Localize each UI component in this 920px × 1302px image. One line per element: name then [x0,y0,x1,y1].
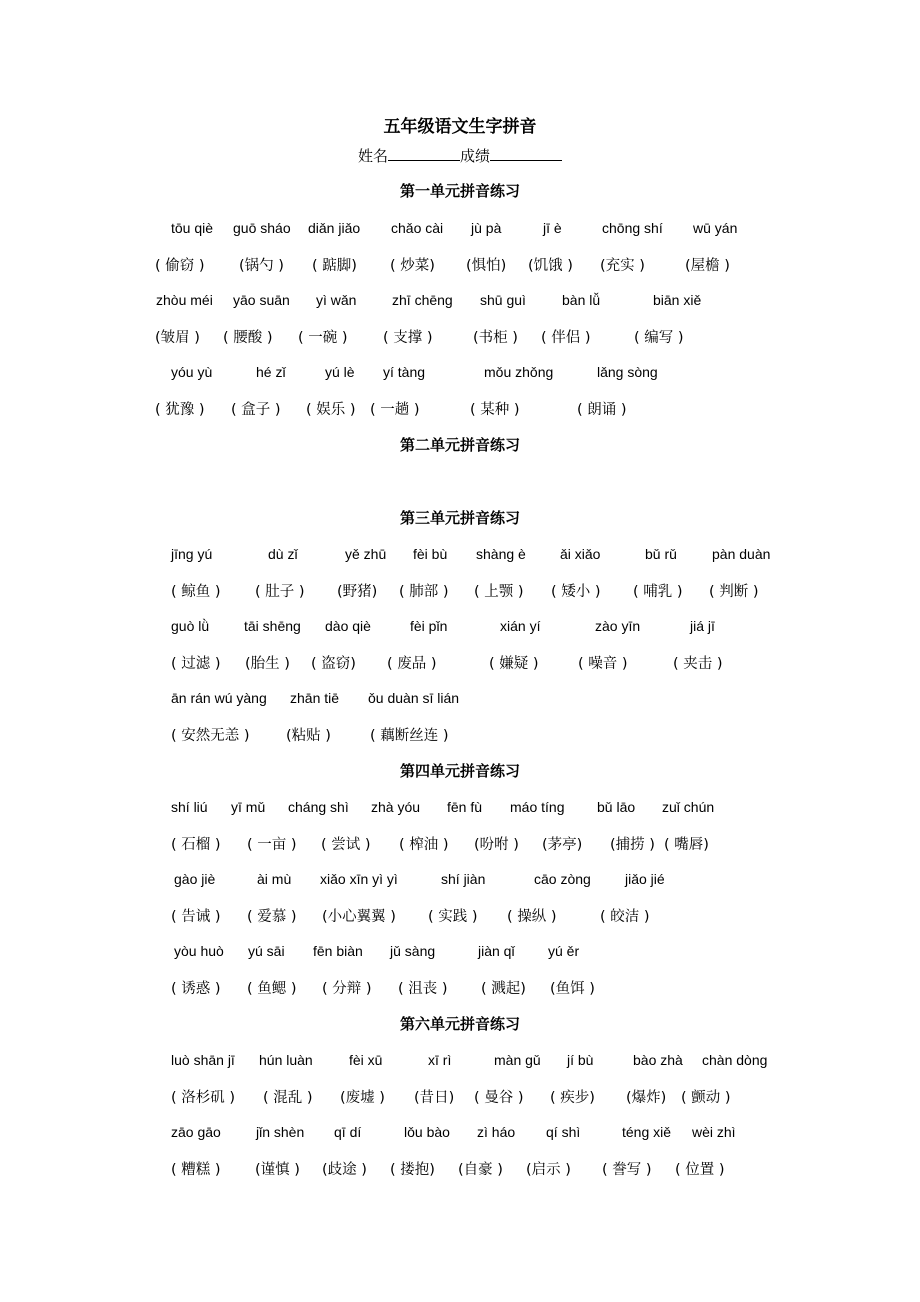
pinyin-item: téng xiě [622,1124,672,1140]
word-item: ( 洛杉矶 ) [171,1090,236,1106]
word-item: (鱼饵 ) [550,981,595,997]
section-heading: 第二单元拼音练习 [399,436,520,454]
word-item: ( 榨油 ) [399,837,449,853]
name-label: 姓名 [357,147,388,165]
pinyin-item: gào jiè [174,871,216,887]
word-item: (锅勺 ) [239,258,284,274]
score-blank[interactable] [490,146,562,161]
section-heading: 第四单元拼音练习 [399,762,520,780]
word-item: (谨慎 ) [255,1162,300,1178]
pinyin-item: fēn biàn [313,943,363,959]
word-item: (自豪 ) [458,1162,503,1178]
pinyin-item: fèi bù [413,546,448,562]
word-item: ( 位置 ) [675,1162,725,1178]
page-title: 五年级语文生字拼音 [383,117,537,137]
pinyin-item: pàn duàn [712,546,771,562]
word-item: ( 实践 ) [428,909,478,925]
pinyin-item: jí bù [567,1052,594,1068]
pinyin-item: biān xiě [653,292,702,308]
word-item: ( 噪音 ) [578,656,628,672]
pinyin-item: yě zhū [345,546,387,562]
pinyin-item: wū yán [693,220,738,236]
pinyin-item: lǒu bào [404,1124,450,1140]
word-item: (捕捞 ) [610,837,655,853]
word-item: ( 盒子 ) [231,402,281,418]
word-item: ( 曼谷 ) [474,1090,524,1106]
word-item: (胎生 ) [245,656,290,672]
pinyin-item: zuǐ chún [662,799,715,815]
word-item: ( 分辩 ) [322,981,372,997]
pinyin-item: xián yí [500,618,541,634]
word-item: ( 搂抱) [390,1162,435,1178]
word-item: (惧怕) [466,258,507,274]
word-item: ( 一趟 ) [370,402,420,418]
pinyin-item: jiàn qǐ [478,943,515,959]
pinyin-item: fēn fù [447,799,483,815]
word-item: ( 嘴唇) [664,837,709,853]
word-item: ( 混乱 ) [263,1090,313,1106]
pinyin-item: guō sháo [233,220,291,236]
word-item: ( 一亩 ) [247,837,297,853]
word-item: ( 沮丧 ) [398,981,448,997]
pinyin-item: zào yīn [595,618,641,634]
pinyin-item: jī è [543,220,562,236]
pinyin-item: qí shì [546,1124,581,1140]
pinyin-item: màn gǔ [494,1052,541,1068]
pinyin-item: bǔ lāo [597,799,636,815]
word-item: ( 支撑 ) [383,330,433,346]
word-item: ( 盗窃) [311,656,356,672]
name-blank[interactable] [388,146,460,161]
word-item: ( 朗诵 ) [577,402,627,418]
pinyin-item: bǔ rǔ [645,546,677,562]
word-item: ( 操纵 ) [507,909,557,925]
word-item: ( 石榴 ) [171,837,221,853]
word-item: ( 颤动 ) [681,1090,731,1106]
pinyin-item: xiǎo xīn yì yì [320,871,398,887]
word-item: ( 溅起) [481,981,526,997]
word-item: ( 肚子 ) [255,584,305,600]
word-item: ( 腰酸 ) [223,330,273,346]
pinyin-item: shí liú [171,799,208,815]
pinyin-item: jù pà [471,220,502,236]
word-item: ( 娱乐 ) [306,402,356,418]
pinyin-item: ān rán wú yàng [171,690,267,706]
word-item: (野猪) [337,584,378,600]
word-item: ( 一碗 ) [298,330,348,346]
section-heading: 第一单元拼音练习 [399,182,520,200]
pinyin-item: tōu qiè [171,220,214,236]
pinyin-item: yú ěr [548,943,580,959]
word-item: ( 犹豫 ) [155,402,205,418]
pinyin-item: fèi pǐn [410,618,448,634]
pinyin-item: luò shān jī [171,1052,235,1068]
word-item: ( 编写 ) [634,330,684,346]
word-item: (屋檐 ) [685,258,730,274]
section-heading: 第六单元拼音练习 [399,1015,520,1033]
word-item: ( 矮小 ) [551,584,601,600]
pinyin-item: dào qiè [325,618,371,634]
pinyin-item: wèi zhì [692,1124,736,1140]
pinyin-item: chàn dòng [702,1052,768,1068]
word-item: (书柜 ) [473,330,518,346]
pinyin-item: shū guì [480,292,526,308]
pinyin-item: yóu yù [171,364,213,380]
pinyin-item: yòu huò [174,943,224,959]
word-item: ( 过滤 ) [171,656,221,672]
word-item: ( 某种 ) [470,402,520,418]
word-item: ( 踮脚) [312,258,357,274]
pinyin-item: diǎn jiǎo [308,220,361,236]
word-item: (粘贴 ) [286,728,331,744]
pinyin-item: shàng è [476,546,526,562]
pinyin-item: cháng shì [288,799,349,815]
pinyin-item: bào zhà [633,1052,683,1068]
pinyin-item: jiá jī [690,618,715,634]
word-item: ( 疾步) [550,1090,595,1106]
word-item: ( 偷窃 ) [155,258,205,274]
word-item: ( 鱼鳃 ) [247,981,297,997]
word-item: (皱眉 ) [155,330,200,346]
pinyin-item: jǔ sàng [390,943,436,959]
name-score-line [0,145,920,166]
word-item: ( 告诫 ) [171,909,221,925]
pinyin-item: fèi xū [349,1052,383,1068]
word-item: ( 尝试 ) [321,837,371,853]
word-item: ( 判断 ) [709,584,759,600]
score-label: 成绩 [460,147,491,165]
pinyin-item: yú lè [325,364,355,380]
pinyin-item: guò lǜ [171,618,210,634]
pinyin-item: tāi shēng [244,618,301,634]
word-item: (小心翼翼 ) [322,909,396,925]
pinyin-item: zì háo [477,1124,516,1140]
pinyin-item: hé zǐ [256,364,286,380]
pinyin-item: yāo suān [233,292,290,308]
word-item: (吩咐 ) [474,837,519,853]
word-item: ( 肺部 ) [399,584,449,600]
pinyin-item: yú sāi [248,943,285,959]
pinyin-item: chōng shí [602,220,663,236]
word-item: (茅亭) [542,837,583,853]
pinyin-item: cāo zòng [534,871,591,887]
pinyin-item: hún luàn [259,1052,313,1068]
word-item: (充实 ) [600,258,645,274]
pinyin-item: zāo gāo [171,1124,221,1140]
word-item: ( 上颚 ) [474,584,524,600]
word-item: ( 伴侣 ) [541,330,591,346]
pinyin-item: jǐn shèn [256,1124,305,1140]
word-item: ( 誊写 ) [602,1162,652,1178]
word-item: ( 爱慕 ) [247,909,297,925]
pinyin-item: ǒu duàn sī lián [368,690,460,706]
word-item: ( 诱惑 ) [171,981,221,997]
section-heading: 第三单元拼音练习 [399,509,520,527]
pinyin-item: qī dí [334,1124,362,1140]
pinyin-item: xī rì [428,1052,452,1068]
pinyin-item: shí jiàn [441,871,486,887]
pinyin-item: jīng yú [171,546,213,562]
pinyin-item: yí tàng [383,364,426,380]
pinyin-item: zhà yóu [371,799,421,815]
pinyin-item: yì wǎn [316,292,357,308]
word-item: ( 安然无恙 ) [171,728,250,744]
word-item: (爆炸) [626,1090,667,1106]
word-item: ( 皎洁 ) [600,909,650,925]
pinyin-item: ài mù [257,871,292,887]
word-item: (废墟 ) [340,1090,385,1106]
pinyin-item: mǒu zhǒng [484,364,554,380]
word-item: (歧途 ) [322,1162,367,1178]
word-item: ( 夹击 ) [673,656,723,672]
word-item: (启示 ) [526,1162,571,1178]
pinyin-item: yī mǔ [231,799,266,815]
word-item: ( 藕断丝连 ) [370,728,449,744]
pinyin-item: máo tíng [510,799,565,815]
word-item: (昔日) [414,1090,455,1106]
word-item: ( 糟糕 ) [171,1162,221,1178]
pinyin-item: jiǎo jié [625,871,665,887]
pinyin-item: dù zǐ [268,546,298,562]
pinyin-item: ǎi xiǎo [560,546,601,562]
pinyin-item: bàn lǚ [562,292,601,308]
pinyin-item: zhòu méi [156,292,213,308]
word-item: ( 哺乳 ) [633,584,683,600]
pinyin-item: zhī chēng [392,292,453,308]
pinyin-item: chǎo cài [391,220,444,236]
pinyin-item: lǎng sòng [597,364,658,380]
word-item: ( 鲸鱼 ) [171,584,221,600]
word-item: ( 嫌疑 ) [489,656,539,672]
word-item: ( 炒菜) [390,258,435,274]
pinyin-item: zhān tiē [290,690,340,706]
word-item: (饥饿 ) [528,258,573,274]
word-item: ( 废品 ) [387,656,437,672]
